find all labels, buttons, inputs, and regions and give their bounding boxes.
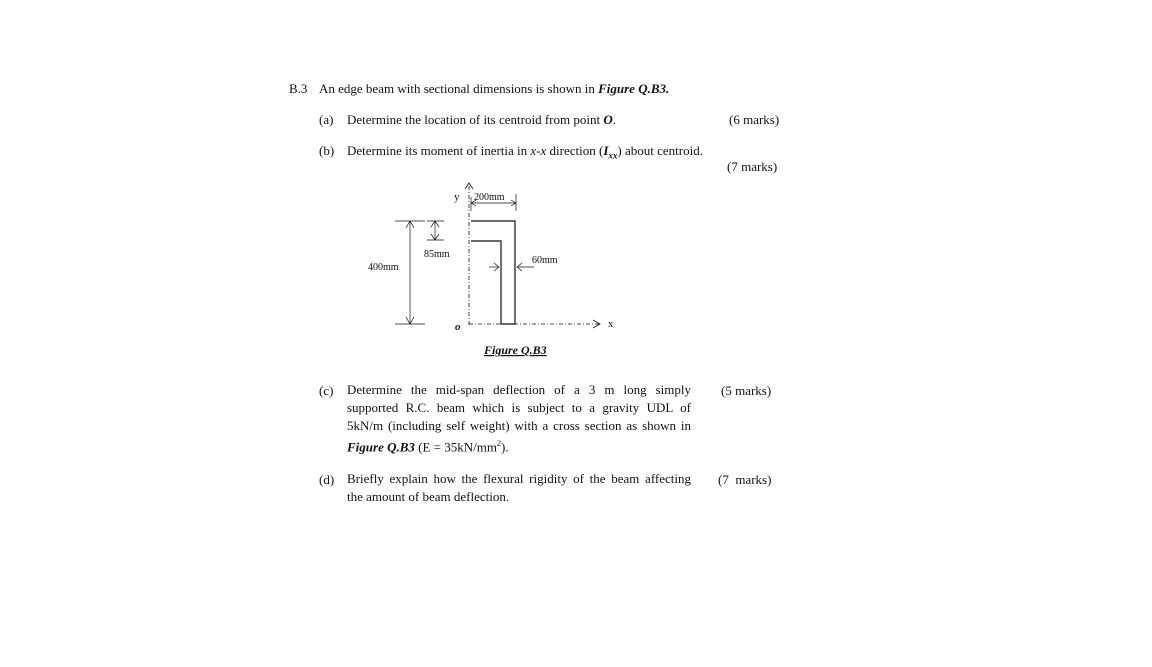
part-c-label: (c): [319, 383, 334, 398]
dim-width-label: 200mm: [474, 192, 505, 203]
part-a-marks: (6 marks): [729, 112, 780, 127]
question-intro-text: An edge beam with sectional dimensions is shown in: [319, 81, 595, 96]
question-figure-ref: Figure Q.B3.: [598, 81, 670, 96]
dim-web-label: 60mm: [532, 255, 558, 266]
part-b-body-2: direction (: [549, 143, 604, 158]
beam-section-outline: [471, 221, 515, 324]
part-c-text: [347, 381, 691, 456]
beam-section-figure: [360, 178, 640, 363]
part-a-text: [347, 112, 616, 128]
part-a-label: (a): [319, 112, 334, 127]
figure-caption: Figure Q.B3: [484, 343, 547, 357]
part-b-text: [347, 143, 703, 161]
part-b-body-3: ) about centroid.: [617, 143, 703, 158]
part-c-line-4: [347, 435, 691, 456]
part-a-end: .: [612, 112, 616, 127]
part-c-figure-ref: Figure Q.B3: [347, 439, 415, 455]
part-c-superscript: 2: [496, 439, 501, 448]
x-axis-label: x: [608, 318, 614, 330]
part-b-marks: (7 marks): [727, 159, 778, 174]
part-d-label: (d): [319, 472, 335, 487]
part-d-marks: (7 marks): [718, 472, 772, 487]
part-d-text: [347, 470, 691, 506]
y-axis-label: y: [454, 191, 460, 203]
part-c-modulus: (E = 35kN/mm: [418, 439, 497, 455]
part-a-point: O: [603, 112, 613, 127]
origin-label: o: [455, 321, 461, 333]
question-number: B.3: [289, 81, 308, 96]
part-b-body-1: Determine its moment of inertia in: [347, 143, 528, 158]
part-d-line-2: the amount of beam deflection.: [347, 489, 510, 504]
part-b-axis: x-x: [530, 143, 547, 158]
part-b-symbol: I: [603, 143, 609, 158]
part-c-marks: (5 marks): [721, 383, 772, 398]
part-d-line-1: Briefly explain how the flexural rigidity of the beam affecting: [347, 471, 691, 486]
part-a-body: Determine the location of its centroid from point: [347, 112, 601, 127]
dim-flange-label: 85mm: [424, 249, 450, 260]
part-c-line-2: supported R.C. beam which is subject to a gravity UDL of: [347, 400, 691, 415]
question-intro: [319, 81, 669, 97]
dim-height-label: 400mm: [368, 262, 399, 273]
part-b-subscript: xx: [608, 150, 618, 161]
part-c-line-3: 5kN/m (including self weight) with a cross section as shown in: [347, 418, 691, 433]
part-c-end: ).: [500, 439, 509, 455]
part-c-line-1: Determine the mid-span deflection of a 3 m long simply: [347, 382, 691, 397]
part-b-label: (b): [319, 143, 335, 158]
